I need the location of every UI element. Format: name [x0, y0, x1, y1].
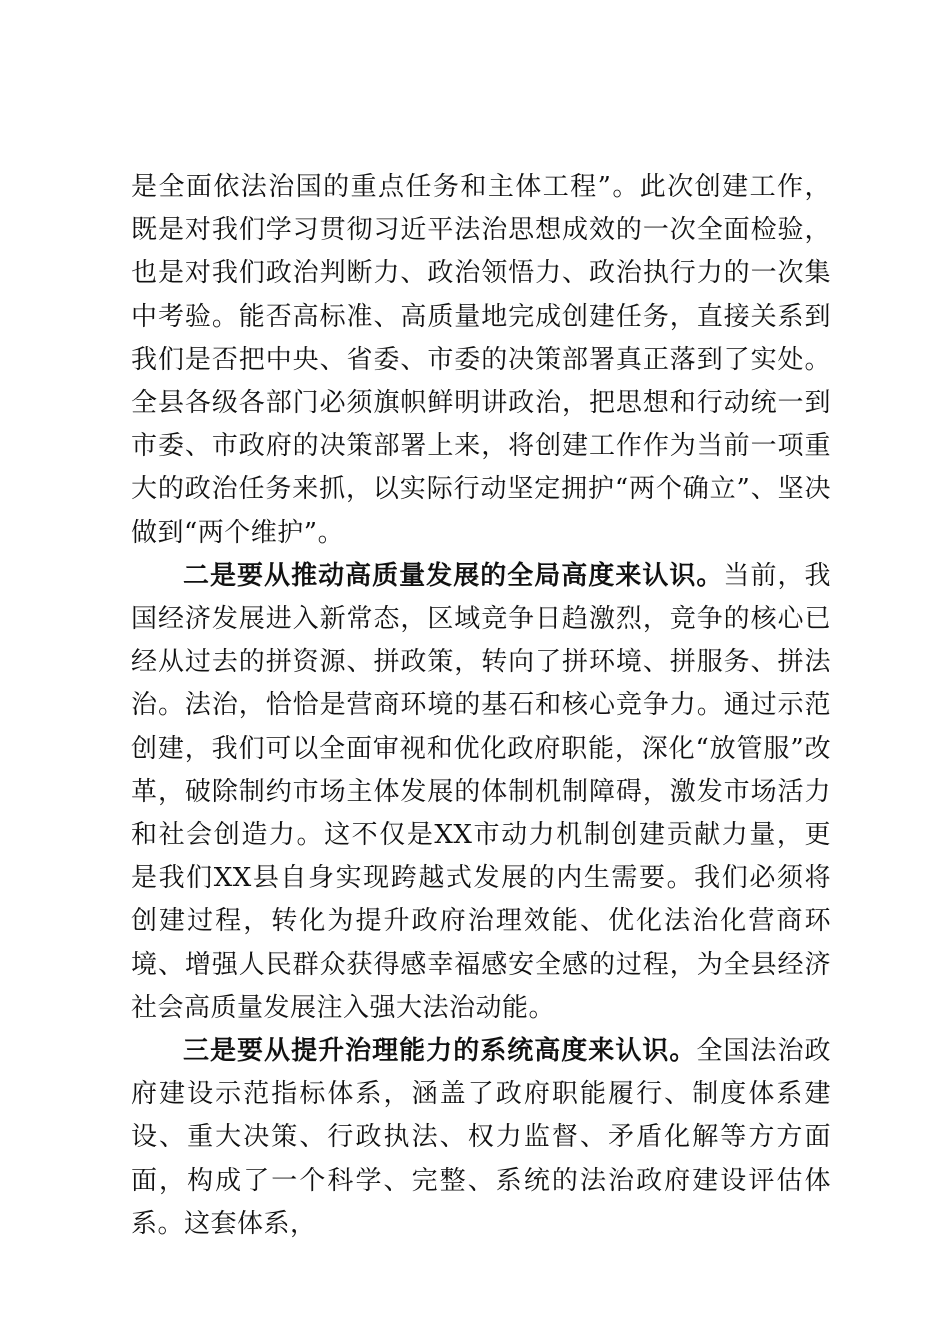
paragraph-2: [131, 555, 831, 1030]
paragraph-2-lead: 二是要从推动高质量发展的全局高度来认识。: [183, 560, 724, 591]
document-body: [131, 166, 831, 1246]
paragraph-1: [131, 166, 831, 555]
paragraph-1-text: 是全面依法治国的重点任务和主体工程”。此次创建工作，既是对我们学习贯彻习近平法治思想成效的一次全面检验，也是对我们政治判断力、政治领悟力、政治执行力的一次集中考验。能否高标准、高质量地完成创建任务，直接关系到我们是否把中央、省委、市委的决策部署真正落到了实处。全县各级各部门必须旗帜鲜明讲政治，把思想和行动统一到市委、市政府的决策部署上来，将创建工作作为当前一项重大的政治任务来抓，以实际行动坚定拥护“两个确立”、坚决做到“两个维护”。: [131, 172, 831, 548]
paragraph-3-text: 全国法治政府建设示范指标体系，涵盖了政府职能履行、制度体系建设、重大决策、行政执法、权力监督、矛盾化解等方方面面，构成了一个科学、完整、系统的法治政府建设评估体系。这套体系，: [131, 1036, 831, 1239]
paragraph-3: [131, 1030, 831, 1246]
paragraph-2-text: 当前，我国经济发展进入新常态，区域竞争日趋激烈，竞争的核心已经从过去的拼资源、拼政策，转向了拼环境、拼服务、拼法治。法治，恰恰是营商环境的基石和核心竞争力。通过示范创建，我们可以全面审视和优化政府职能，深化“放管服”改革，破除制约市场主体发展的体制机制障碍，激发市场活力和社会创造力。这不仅是XX市动力机制创建贡献力量，更是我们XX县自身实现跨越式发展的内生需要。我们必须将创建过程，转化为提升政府治理效能、优化法治化营商环境、增强人民群众获得感幸福感安全感的过程，为全县经济社会高质量发展注入强大法治动能。: [131, 560, 831, 1023]
paragraph-3-lead: 三是要从提升治理能力的系统高度来认识。: [183, 1036, 697, 1067]
